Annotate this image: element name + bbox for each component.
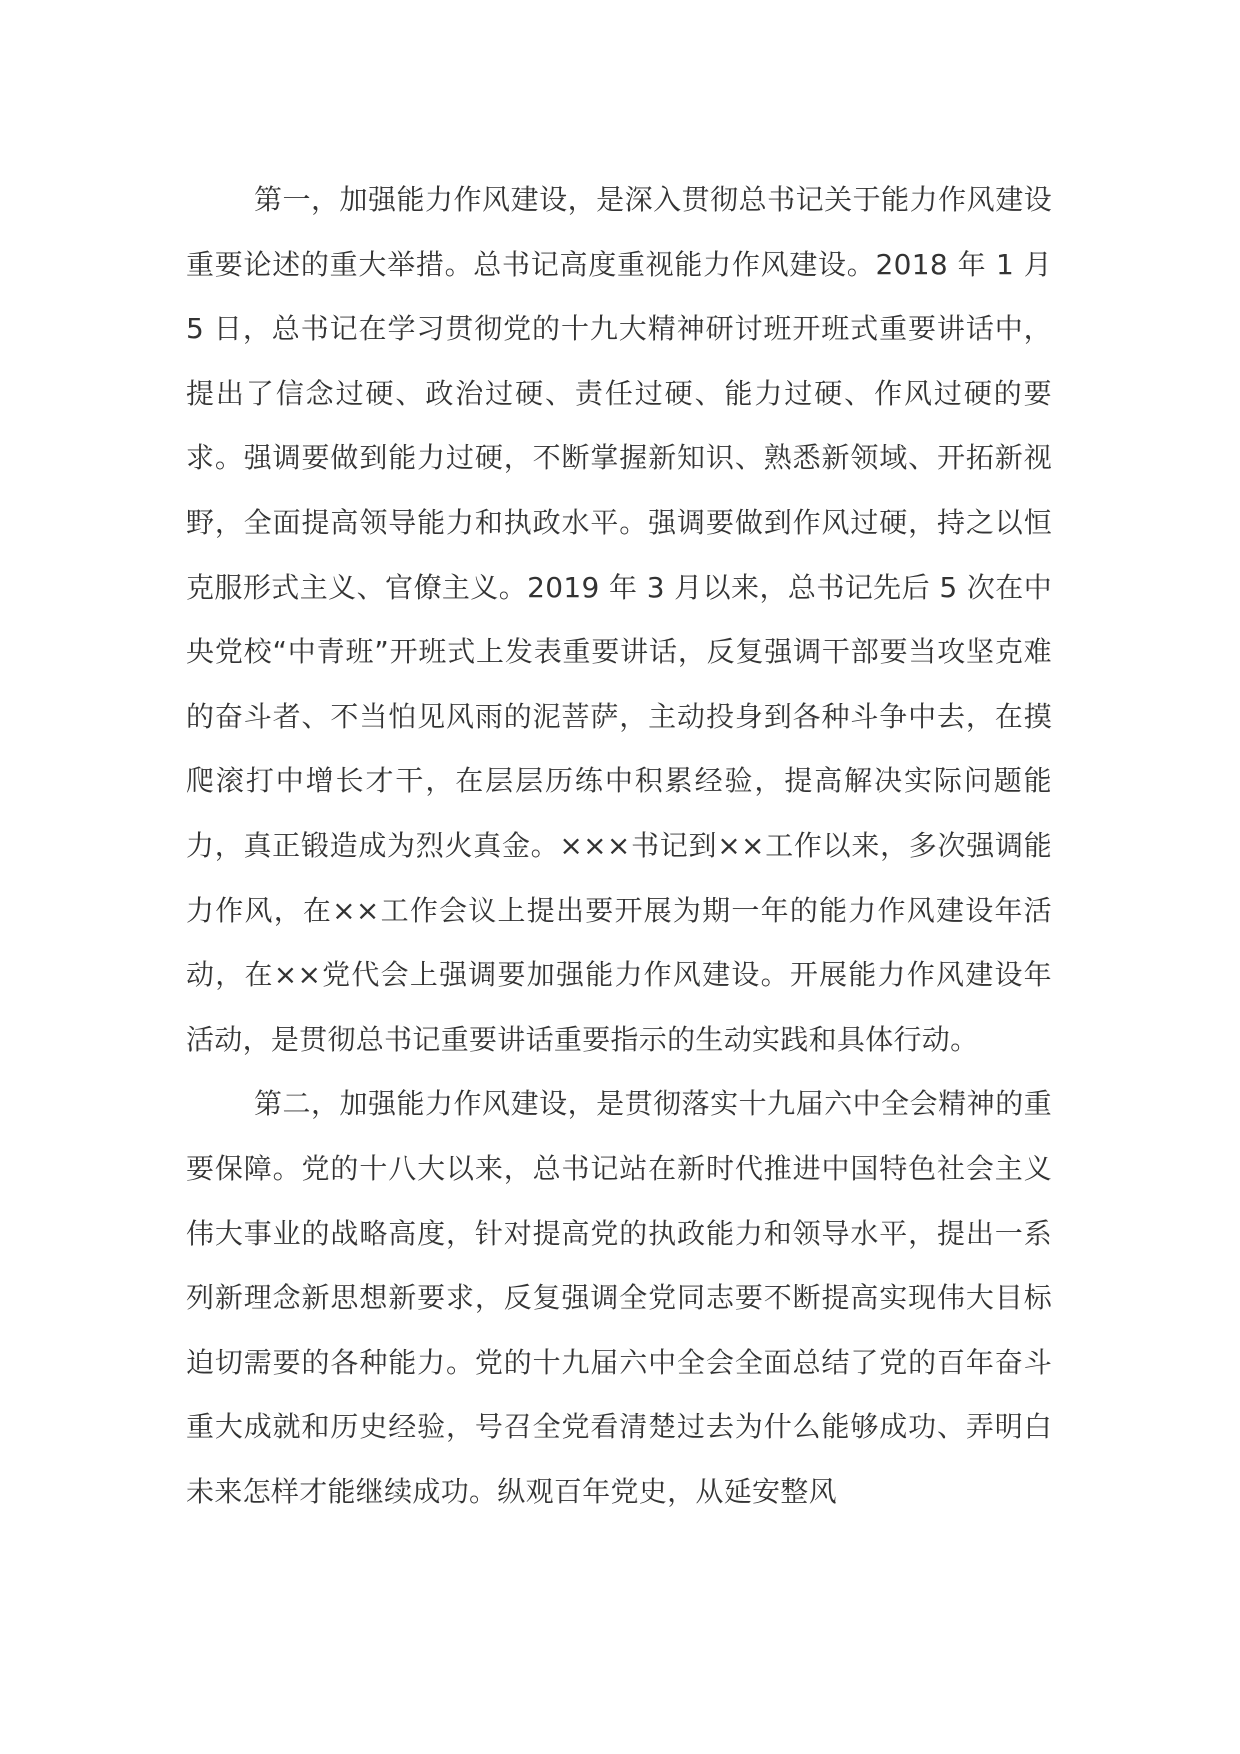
paragraph-2: 第二，加强能力作风建设，是贯彻落实十九届六中全会精神的重要保障。党的十八大以来，总书记站在新时代推进中国特色社会主义伟大事业的战略高度，针对提高党的执政能力和领导水平，提出一系列新理念新思想新要求，反复强调全党同志要不断提高实现伟大目标迫切需要的各种能力。党的十九届六中全会全面总结了党的百年奋斗重大成就和历史经验，号召全党看清楚过去为什么能够成功、弄明白未来怎样才能继续成功。纵观百年党史，从延安整风 bbox=[186, 1087, 1052, 1508]
body-text bbox=[186, 168, 1052, 1524]
paragraph-1: 第一，加强能力作风建设，是深入贯彻总书记关于能力作风建设重要论述的重大举措。总书记高度重视能力作风建设。2018 年 1 月 5 日，总书记在学习贯彻党的十九大精神研讨班开班式重要讲话中，提出了信念过硬、政治过硬、责任过硬、能力过硬、作风过硬的要求。强调要做到能力过硬，不断掌握新知识、熟悉新领域、开拓新视野，全面提高领导能力和执政水平。强调要做到作风过硬，持之以恒克服形式主义、官僚主义。2019 年 3 月以来，总书记先后 5 次在中央党校“中青班”开班式上发表重要讲话，反复强调干部要当攻坚克难的奋斗者、不当怕见风雨的泥菩萨，主动投身到各种斗争中去，在摸爬滚打中增长才干，在层层历练中积累经验，提高解决实际问题能力，真正锻造成为烈火真金。×××书记到××工作以来，多次强调能力作风，在××工作会议上提出要开展为期一年的能力作风建设年活动，在××党代会上强调要加强能力作风建设。开展能力作风建设年活动，是贯彻总书记重要讲话重要指示的生动实践和具体行动。 bbox=[186, 183, 1052, 1056]
